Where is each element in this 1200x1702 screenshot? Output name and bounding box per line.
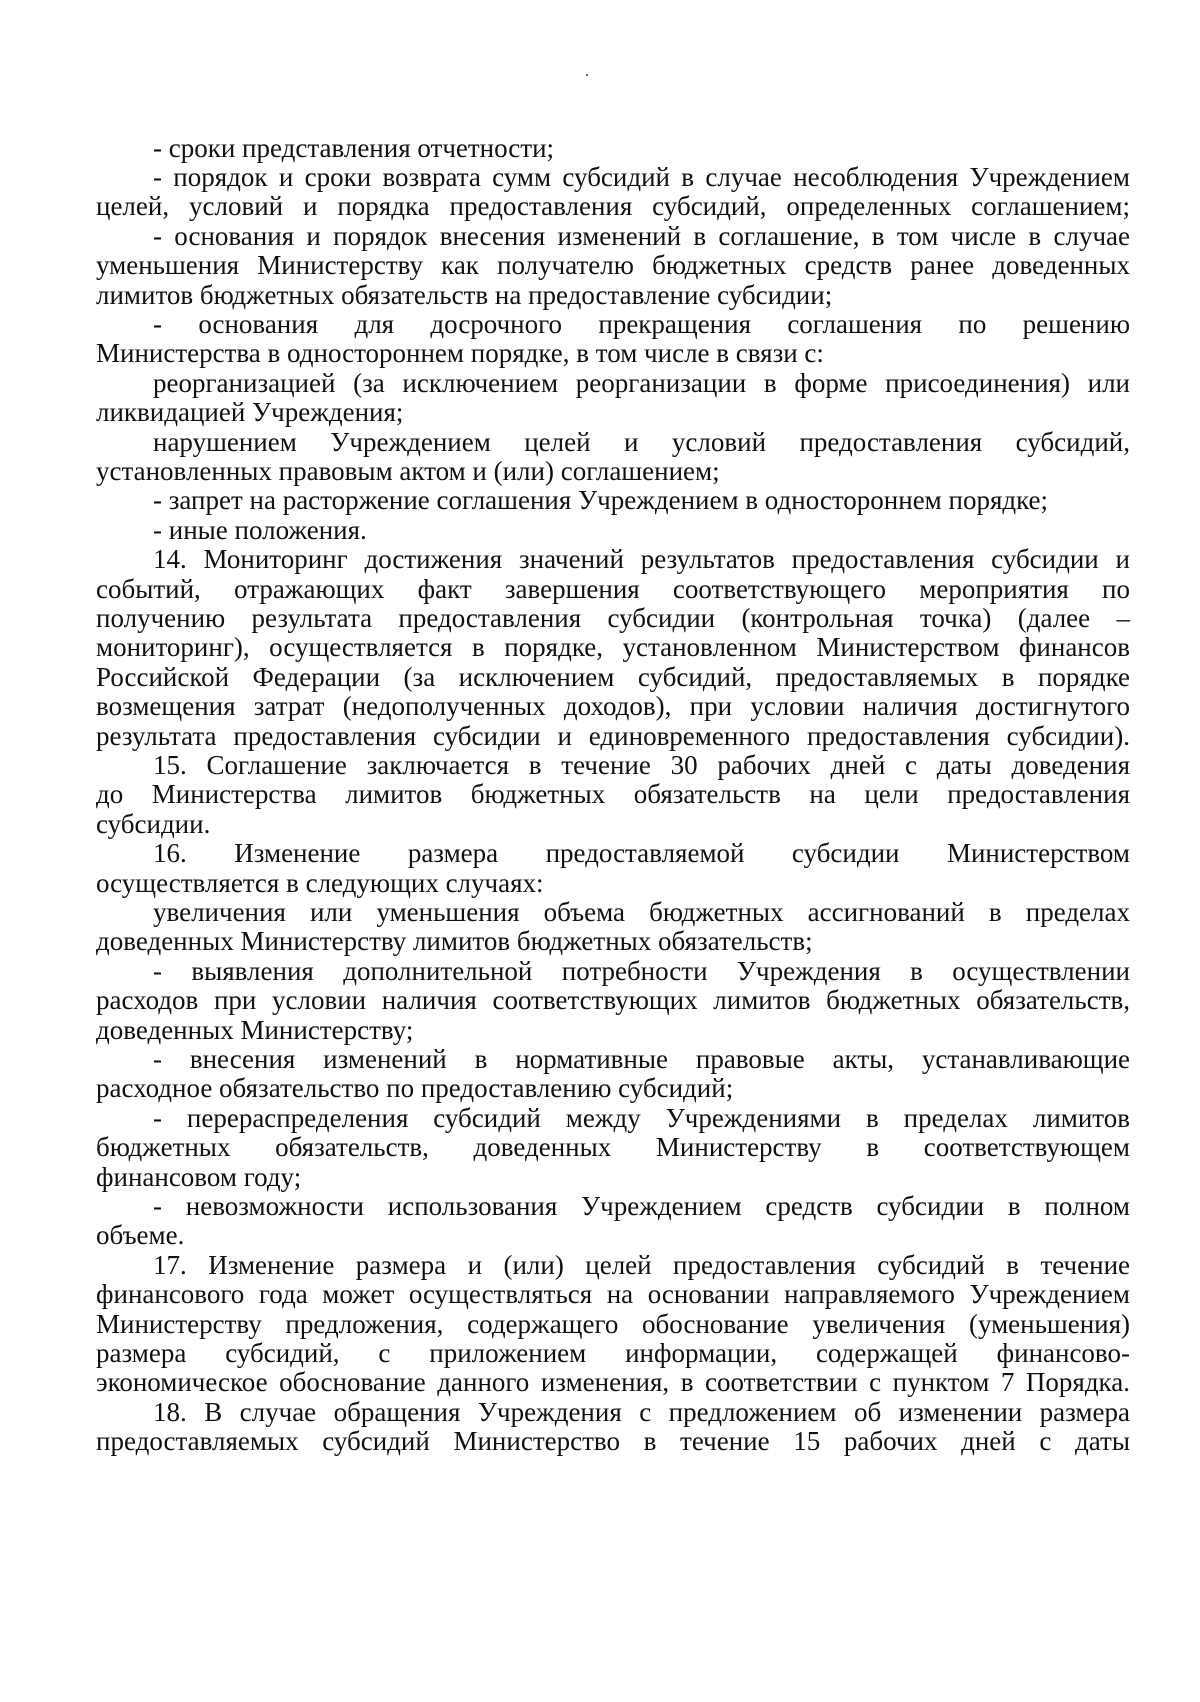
text-line: получению результата предоставления субсидии (контрольная точка) (далее –	[96, 603, 1130, 633]
text-line: - выявления дополнительной потребности Учреждения в осуществлении	[153, 956, 1130, 986]
text-line: событий, отражающих факт завершения соответствующего мероприятия по	[96, 574, 1130, 604]
text-line: бюджетных обязательств, доведенных Министерству в соответствующем	[96, 1132, 1130, 1162]
text-line: размера субсидий, с приложением информации, содержащей финансово-	[96, 1338, 1130, 1368]
text-line: субсидии.	[96, 809, 211, 839]
text-line: расходов при условии наличия соответствующих лимитов бюджетных обязательств,	[96, 985, 1130, 1015]
text-line: нарушением Учреждением целей и условий предоставления субсидий,	[153, 427, 1130, 457]
text-line: 14. Мониторинг достижения значений результатов предоставления субсидии и	[153, 544, 1130, 574]
text-line: - запрет на расторжение соглашения Учреждением в одностороннем порядке;	[153, 485, 1049, 515]
text-line: - сроки представления отчетности;	[153, 133, 555, 163]
text-line: лимитов бюджетных обязательств на предоставление субсидии;	[96, 280, 833, 310]
text-line: осуществляется в следующих случаях:	[96, 868, 544, 898]
text-line: экономическое обоснование данного изменения, в соответствии с пунктом 7 Порядка.	[96, 1367, 1130, 1397]
text-line: - иные положения.	[153, 515, 367, 545]
text-line: Министерству предложения, содержащего обоснование увеличения (уменьшения)	[96, 1309, 1130, 1339]
text-line: - основания и порядок внесения изменений в соглашение, в том числе в случае	[153, 221, 1130, 251]
text-line: доведенных Министерству;	[96, 1015, 414, 1045]
text-line: - невозможности использования Учреждением средств субсидии в полном	[153, 1191, 1130, 1221]
text-line: Российской Федерации (за исключением субсидий, предоставляемых в порядке	[96, 662, 1130, 692]
text-line: уменьшения Министерству как получателю бюджетных средств ранее доведенных	[96, 250, 1130, 280]
text-line: финансовом году;	[96, 1162, 302, 1192]
text-line: 17. Изменение размера и (или) целей предоставления субсидий в течение	[153, 1250, 1130, 1280]
text-line: мониторинг), осуществляется в порядке, установленном Министерством финансов	[96, 632, 1130, 662]
text-line: - перераспределения субсидий между Учреждениями в пределах лимитов	[153, 1103, 1130, 1133]
text-line: установленных правовым актом и (или) соглашением;	[96, 456, 720, 486]
text-line: ликвидацией Учреждения;	[96, 397, 404, 427]
text-line: 15. Соглашение заключается в течение 30 рабочих дней с даты доведения	[153, 750, 1130, 780]
text-line: - основания для досрочного прекращения соглашения по решению	[153, 309, 1130, 339]
text-line: возмещения затрат (недополученных доходов), при условии наличия достигнутого	[96, 691, 1130, 721]
text-line: 18. В случае обращения Учреждения с предложением об изменении размера	[153, 1397, 1130, 1427]
text-line: до Министерства лимитов бюджетных обязательств на цели предоставления	[96, 779, 1130, 809]
text-line: предоставляемых субсидий Министерство в течение 15 рабочих дней с даты	[96, 1426, 1130, 1456]
text-line: расходное обязательство по предоставлению субсидий;	[96, 1073, 734, 1103]
text-line: - порядок и сроки возврата сумм субсидий в случае несоблюдения Учреждением	[153, 162, 1130, 192]
text-line: объеме.	[96, 1220, 185, 1250]
text-line: финансового года может осуществляться на основании направляемого Учреждением	[96, 1279, 1130, 1309]
text-line: целей, условий и порядка предоставления субсидий, определенных соглашением;	[96, 191, 1130, 221]
text-line: реорганизацией (за исключением реорганизации в форме присоединения) или	[153, 368, 1130, 398]
text-line: Министерства в одностороннем порядке, в том числе в связи с:	[96, 338, 824, 368]
text-line: - внесения изменений в нормативные правовые акты, устанавливающие	[153, 1044, 1130, 1074]
text-line: 16. Изменение размера предоставляемой субсидии Министерством	[153, 838, 1130, 868]
text-line: доведенных Министерству лимитов бюджетных обязательств;	[96, 926, 813, 956]
scan-speck	[586, 74, 588, 76]
text-line: увеличения или уменьшения объема бюджетных ассигнований в пределах	[153, 897, 1130, 927]
text-line: результата предоставления субсидии и единовременного предоставления субсидии).	[96, 721, 1130, 751]
